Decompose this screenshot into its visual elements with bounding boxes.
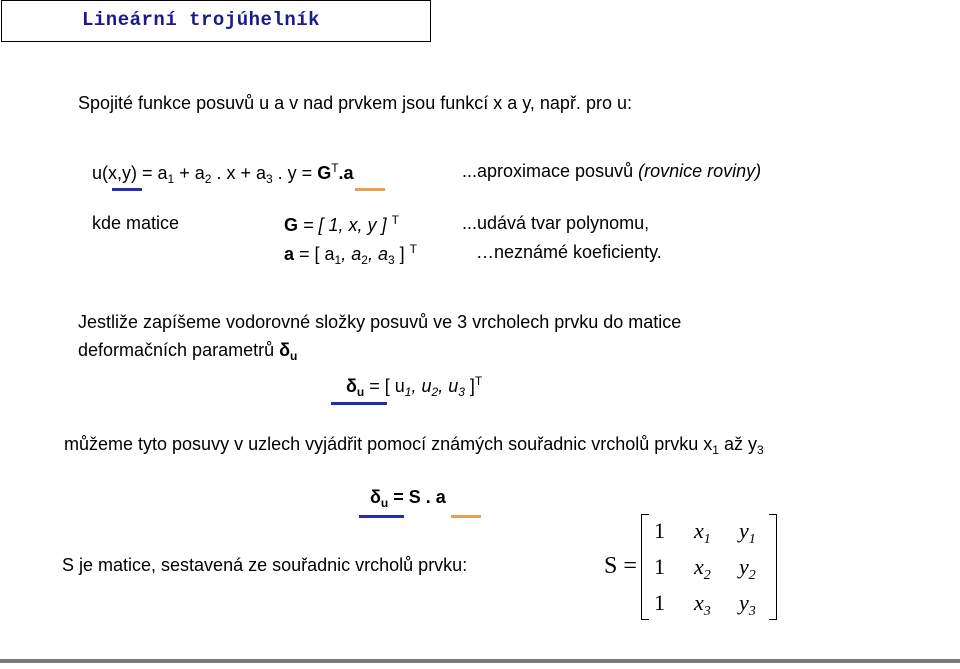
S-description: S je matice, sestavená ze souřadnic vrcholů prvku: [62, 555, 468, 575]
matrix-S-label: S = [604, 553, 637, 579]
matrix-left-bracket [641, 514, 649, 620]
equation-delta-u: $\delta_u$ = [ $u_1$, $u_2$, $u_3$ ]$^T$ [346, 374, 483, 399]
underline-a-2 [451, 515, 481, 518]
underline-u [112, 188, 142, 191]
matrix-cell-1-2: $x_1$ [694, 518, 711, 547]
page-title: Lineární trojúhelník [82, 9, 321, 31]
matrix-cell-2-1: 1 [654, 554, 665, 579]
comment-approximation: ...aproximace posuvů (rovnice roviny) [462, 161, 762, 181]
matrix-cell-3-2: $x_3$ [694, 590, 711, 619]
underline-a [355, 188, 385, 191]
underline-delta [359, 515, 404, 518]
matrix-cell-2-2: $x_2$ [694, 554, 711, 583]
underline-delta-u [331, 402, 387, 405]
title-box [1, 0, 431, 42]
para3-text: můžeme tyto posuvy v uzlech vyjádřit pomocí známých souřadnic vrcholů prvku $x_1$ až $y_3$ [64, 434, 764, 457]
matrix-right-bracket [769, 514, 777, 620]
vector-a-definition: a = [ $a_1$, $a_2$, $a_3$ ] $^T$ [284, 242, 417, 267]
matrix-cell-2-3: $y_2$ [739, 554, 756, 583]
matrix-cell-3-3: $y_3$ [739, 590, 756, 619]
equation-delta-S-a: $\delta_u = S$ . a [370, 487, 446, 510]
comment-G: ...udává tvar polynomu, [462, 213, 650, 233]
matrix-cell-1-3: $y_1$ [739, 518, 756, 547]
intro-text: Spojité funkce posuvů u a v nad prvkem jsou funkcí x a y, např. pro u: [78, 93, 632, 113]
equation-u: $u(x,y) = a_1 + a_2$ . $x + a_3$ . $y = G^T.a$ [92, 161, 354, 186]
para2-line1: Jestliže zapíšeme vodorovné složky posuvů ve 3 vrcholech prvku do matice [78, 312, 682, 332]
bottom-divider [0, 659, 960, 663]
matrix-cell-3-1: 1 [654, 590, 665, 615]
kde-matice-label: kde matice [92, 213, 180, 233]
matrix-cell-1-1: 1 [654, 518, 665, 543]
para2-line2: deformačních parametrů $\delta_u$ [78, 340, 298, 363]
matrix-G-definition: G = [ 1, x, y ] $^T$ [284, 213, 399, 235]
comment-a: …neznámé koeficienty. [476, 242, 662, 262]
